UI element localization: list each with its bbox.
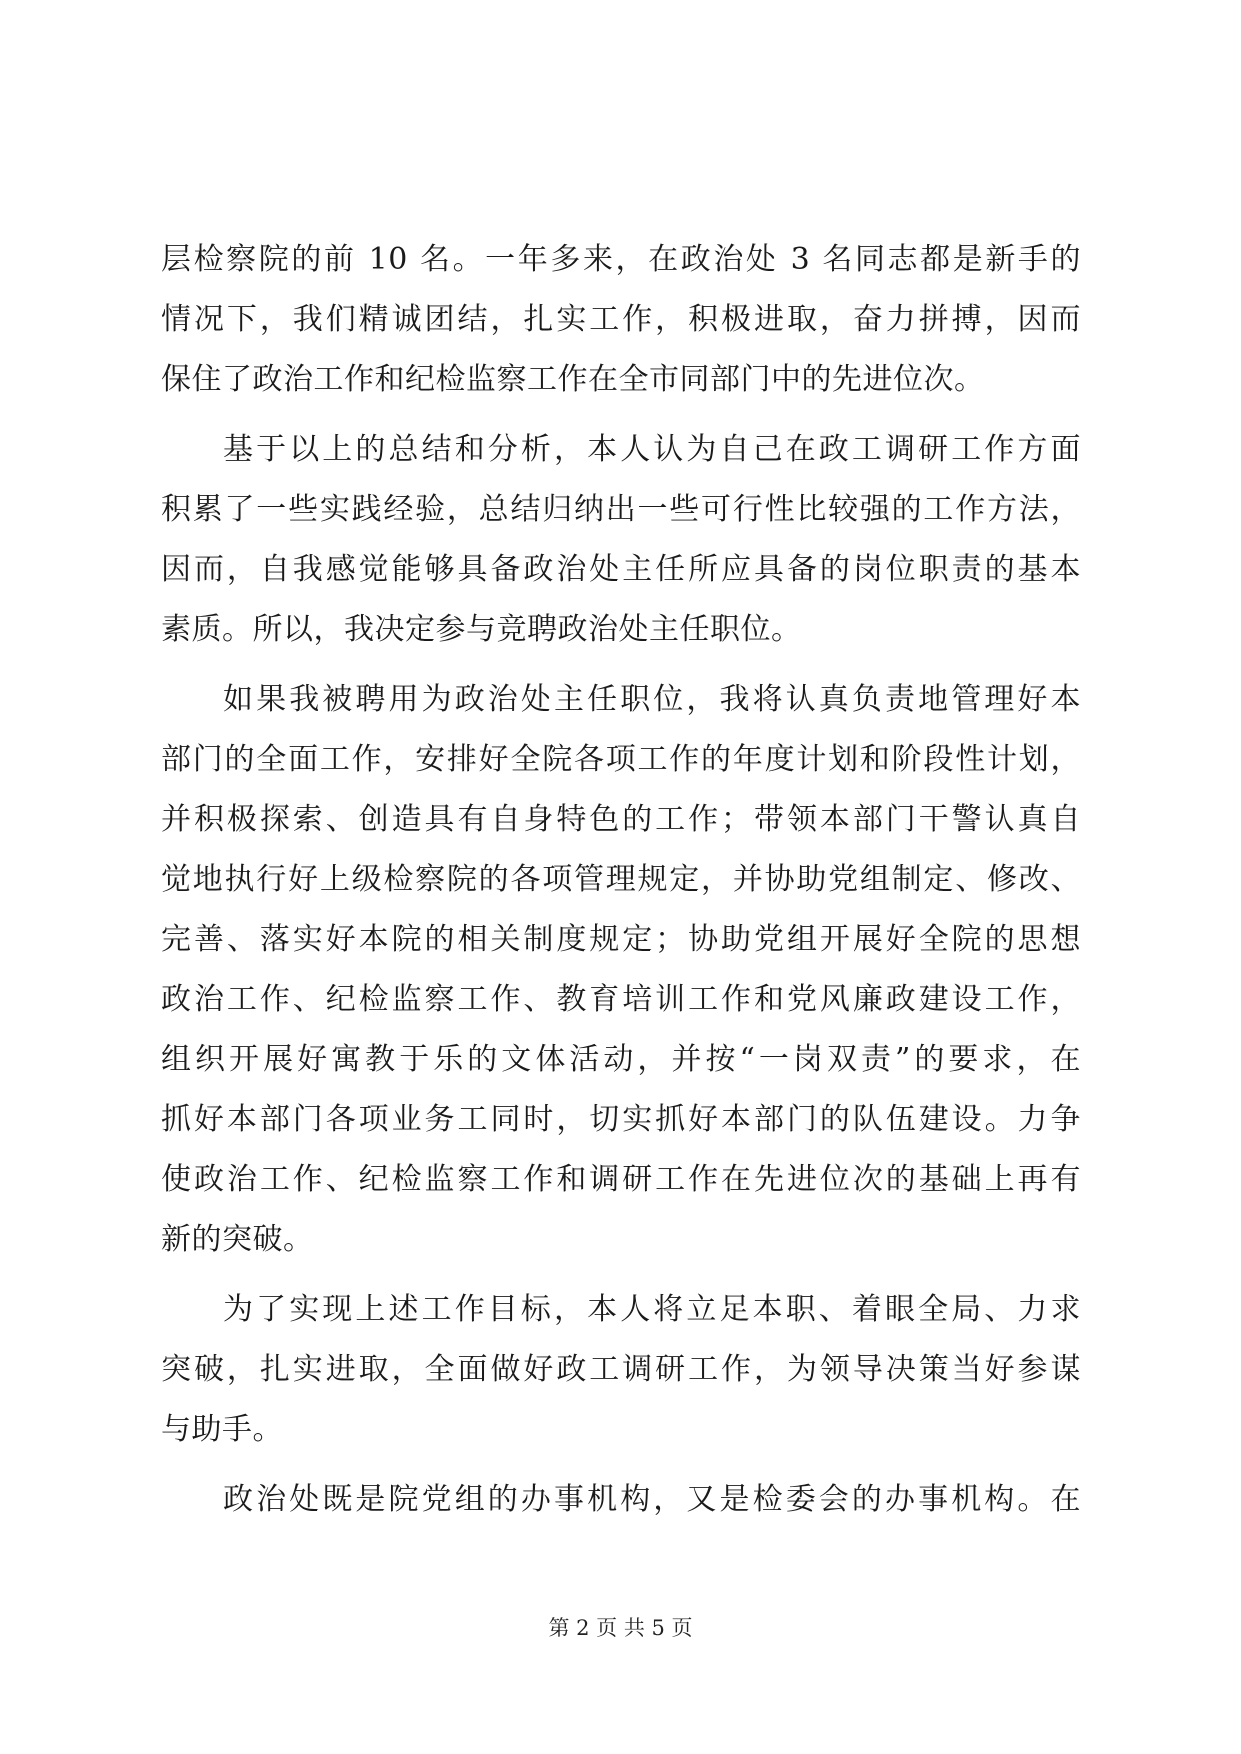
text-line: 为了实现上述工作目标，本人将立足本职、着眼全局、力求 xyxy=(223,1292,1081,1327)
text-line: 基于以上的总结和分析，本人认为自己在政工调研工作方面 xyxy=(223,432,1081,467)
text-line: 完善、落实好本院的相关制度规定；协助党组开展好全院的思想 xyxy=(161,922,1081,957)
text-line: 如果我被聘用为政治处主任职位，我将认真负责地管理好本 xyxy=(223,682,1081,717)
text-line: 部门的全面工作，安排好全院各项工作的年度计划和阶段性计划， xyxy=(161,742,1081,777)
text-line: 积累了一些实践经验，总结归纳出一些可行性比较强的工作方法， xyxy=(161,492,1081,527)
text-line: 抓好本部门各项业务工同时，切实抓好本部门的队伍建设。力争 xyxy=(161,1102,1081,1137)
text-line: 新的突破。 xyxy=(161,1222,314,1257)
page-footer: 第 2 页 共 5 页 xyxy=(548,1616,693,1640)
text-line: 使政治工作、纪检监察工作和调研工作在先进位次的基础上再有 xyxy=(161,1162,1081,1197)
text-line: 层检察院的前 10 名。一年多来，在政治处 3 名同志都是新手的 xyxy=(161,242,1081,277)
paragraph xyxy=(161,670,1081,1270)
text-line: 并积极探索、创造具有自身特色的工作；带领本部门干警认真自 xyxy=(161,802,1081,837)
paragraph xyxy=(161,1470,1081,1530)
text-line: 觉地执行好上级检察院的各项管理规定，并协助党组制定、修改、 xyxy=(161,862,1081,897)
document-body xyxy=(161,230,1081,1530)
text-line: 与助手。 xyxy=(161,1412,283,1447)
text-line: 政治处既是院党组的办事机构，又是检委会的办事机构。在 xyxy=(223,1482,1081,1517)
text-line: 政治工作、纪检监察工作、教育培训工作和党风廉政建设工作， xyxy=(161,982,1081,1017)
paragraph xyxy=(161,1280,1081,1460)
paragraph xyxy=(161,230,1081,410)
text-line: 保住了政治工作和纪检监察工作在全市同部门中的先进位次。 xyxy=(161,362,985,397)
text-line: 因而，自我感觉能够具备政治处主任所应具备的岗位职责的基本 xyxy=(161,552,1081,587)
text-line: 组织开展好寓教于乐的文体活动，并按“一岗双责”的要求，在 xyxy=(161,1042,1081,1077)
text-line: 情况下，我们精诚团结，扎实工作，积极进取，奋力拼搏，因而 xyxy=(161,302,1081,337)
text-line: 突破，扎实进取，全面做好政工调研工作，为领导决策当好参谋 xyxy=(161,1352,1081,1387)
text-line: 素质。所以，我决定参与竞聘政治处主任职位。 xyxy=(161,612,802,647)
paragraph xyxy=(161,420,1081,660)
